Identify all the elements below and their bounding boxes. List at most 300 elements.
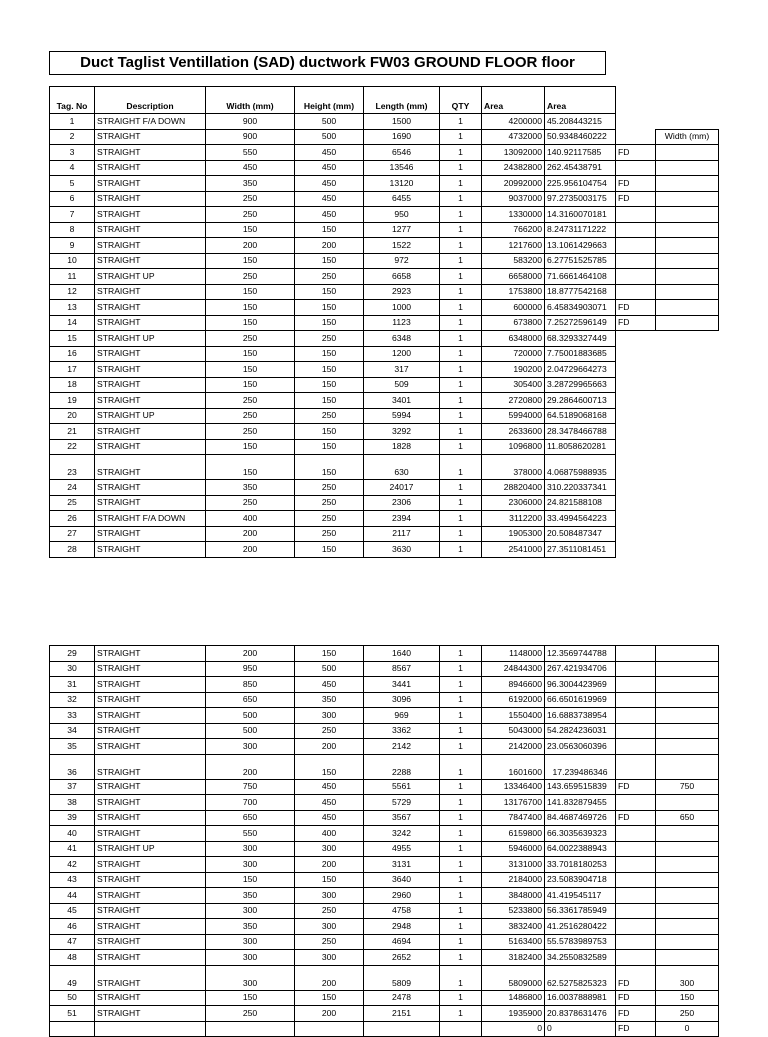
- length-mm: 1640: [364, 646, 440, 662]
- fd-flag: [616, 129, 656, 145]
- area-m2: 12.3569744788: [545, 646, 616, 662]
- qty: 1: [440, 661, 482, 677]
- width-mm: 150: [206, 990, 295, 1006]
- table-row: [50, 692, 719, 708]
- width-mm: 150: [206, 222, 295, 238]
- side-width: [656, 903, 719, 919]
- width-mm: 300: [206, 739, 295, 755]
- side-width: [656, 424, 719, 440]
- tag-number: 23: [50, 455, 95, 480]
- area-m2: 68.3293327449: [545, 331, 616, 347]
- table-row: [50, 511, 719, 527]
- side-width: [656, 677, 719, 693]
- fd-flag: FD: [616, 1021, 656, 1037]
- description: STRAIGHT: [95, 362, 206, 378]
- length-mm: 3292: [364, 424, 440, 440]
- tag-number: 7: [50, 207, 95, 223]
- description: STRAIGHT UP: [95, 841, 206, 857]
- description: STRAIGHT UP: [95, 331, 206, 347]
- table-row: [50, 346, 719, 362]
- side-width: [656, 222, 719, 238]
- area-m2: 16.0037888981: [545, 990, 616, 1006]
- tag-number: 3: [50, 145, 95, 161]
- fd-flag: FD: [616, 779, 656, 795]
- side-width: 0: [656, 1021, 719, 1037]
- side-width: [656, 408, 719, 424]
- width-mm: 300: [206, 857, 295, 873]
- area-m2: 6.45834903071: [545, 300, 616, 316]
- area-mm2: 1935900: [482, 1006, 545, 1022]
- fd-flag: [616, 708, 656, 724]
- qty: 1: [440, 919, 482, 935]
- length-mm: 6348: [364, 331, 440, 347]
- qty: 1: [440, 408, 482, 424]
- description: STRAIGHT: [95, 160, 206, 176]
- tag-number: 46: [50, 919, 95, 935]
- fd-flag: FD: [616, 810, 656, 826]
- length-mm: 2948: [364, 919, 440, 935]
- fd-flag: [616, 795, 656, 811]
- width-mm: [206, 1021, 295, 1037]
- table-row: [50, 903, 719, 919]
- area-mm2: 1905300: [482, 526, 545, 542]
- area-mm2: 24382800: [482, 160, 545, 176]
- width-mm: 200: [206, 754, 295, 779]
- area-m2: 34.2550832589: [545, 950, 616, 966]
- height-mm: 300: [295, 888, 364, 904]
- table-row: [50, 377, 719, 393]
- table-row: [50, 810, 719, 826]
- table-row: [50, 872, 719, 888]
- tag-number: 38: [50, 795, 95, 811]
- area-mm2: 4200000: [482, 114, 545, 130]
- fd-flag: FD: [616, 191, 656, 207]
- description: STRAIGHT: [95, 723, 206, 739]
- description: STRAIGHT: [95, 315, 206, 331]
- description: STRAIGHT: [95, 810, 206, 826]
- width-mm: 250: [206, 269, 295, 285]
- width-mm: 150: [206, 362, 295, 378]
- fd-flag: [616, 872, 656, 888]
- length-mm: 4758: [364, 903, 440, 919]
- height-mm: 300: [295, 708, 364, 724]
- tag-number: 11: [50, 269, 95, 285]
- description: STRAIGHT: [95, 795, 206, 811]
- side-width: [656, 346, 719, 362]
- tag-number: 19: [50, 393, 95, 409]
- height-mm: 150: [295, 455, 364, 480]
- fd-flag: [616, 903, 656, 919]
- tag-number: 33: [50, 708, 95, 724]
- area-m2: 141.832879455: [545, 795, 616, 811]
- area-mm2: 583200: [482, 253, 545, 269]
- length-mm: 3630: [364, 542, 440, 558]
- description: STRAIGHT: [95, 779, 206, 795]
- area-mm2: 720000: [482, 346, 545, 362]
- taglist-table-lower: [49, 645, 719, 1037]
- height-mm: 350: [295, 692, 364, 708]
- height-mm: 200: [295, 238, 364, 254]
- side-width: [656, 950, 719, 966]
- height-mm: 150: [295, 315, 364, 331]
- table-row: [50, 661, 719, 677]
- area-mm2: 24844300: [482, 661, 545, 677]
- description: STRAIGHT: [95, 903, 206, 919]
- area-mm2: 5233800: [482, 903, 545, 919]
- height-mm: 250: [295, 903, 364, 919]
- height-mm: 150: [295, 362, 364, 378]
- description: STRAIGHT: [95, 692, 206, 708]
- side-width: 150: [656, 990, 719, 1006]
- width-mm: 400: [206, 511, 295, 527]
- tag-number: 44: [50, 888, 95, 904]
- side-width: [656, 439, 719, 455]
- length-mm: 2478: [364, 990, 440, 1006]
- qty: 1: [440, 857, 482, 873]
- fd-flag: FD: [616, 145, 656, 161]
- table-row: [50, 207, 719, 223]
- area-m2: 7.25272596149: [545, 315, 616, 331]
- tag-number: 8: [50, 222, 95, 238]
- side-width: [656, 176, 719, 192]
- length-mm: 1200: [364, 346, 440, 362]
- fd-flag: [616, 950, 656, 966]
- side-width: 650: [656, 810, 719, 826]
- length-mm: 8567: [364, 661, 440, 677]
- description: STRAIGHT: [95, 919, 206, 935]
- length-mm: [364, 1021, 440, 1037]
- width-mm: 750: [206, 779, 295, 795]
- qty: 1: [440, 795, 482, 811]
- height-mm: 200: [295, 1006, 364, 1022]
- height-mm: 150: [295, 542, 364, 558]
- table-row: [50, 424, 719, 440]
- tag-number: 45: [50, 903, 95, 919]
- table-row: [50, 754, 719, 779]
- height-mm: [295, 1021, 364, 1037]
- description: STRAIGHT: [95, 526, 206, 542]
- height-mm: 200: [295, 857, 364, 873]
- side-width: [656, 114, 719, 130]
- area-mm2: 1550400: [482, 708, 545, 724]
- height-mm: 250: [295, 408, 364, 424]
- area-m2: 23.5083904718: [545, 872, 616, 888]
- tag-number: 15: [50, 331, 95, 347]
- area-mm2: 1486800: [482, 990, 545, 1006]
- height-mm: 450: [295, 207, 364, 223]
- length-mm: 4694: [364, 934, 440, 950]
- description: STRAIGHT: [95, 495, 206, 511]
- area-m2: 8.24731171222: [545, 222, 616, 238]
- qty: 1: [440, 965, 482, 990]
- height-mm: 500: [295, 114, 364, 130]
- area-mm2: 1096800: [482, 439, 545, 455]
- length-mm: 630: [364, 455, 440, 480]
- area-m2: 11.8058620281: [545, 439, 616, 455]
- length-mm: 1123: [364, 315, 440, 331]
- qty: 1: [440, 439, 482, 455]
- tag-number: 41: [50, 841, 95, 857]
- area-m2: 41.2516280422: [545, 919, 616, 935]
- area-m2: 20.8378631476: [545, 1006, 616, 1022]
- table-row: [50, 114, 719, 130]
- width-mm: 250: [206, 393, 295, 409]
- length-mm: 5561: [364, 779, 440, 795]
- fd-flag: FD: [616, 1006, 656, 1022]
- height-mm: 250: [295, 511, 364, 527]
- length-mm: 317: [364, 362, 440, 378]
- description: STRAIGHT: [95, 872, 206, 888]
- side-width: [656, 888, 719, 904]
- table-row: [50, 739, 719, 755]
- height-mm: 450: [295, 810, 364, 826]
- qty: 1: [440, 284, 482, 300]
- width-mm: 350: [206, 480, 295, 496]
- fd-flag: [616, 238, 656, 254]
- tag-number: 35: [50, 739, 95, 755]
- length-mm: 509: [364, 377, 440, 393]
- side-width-header: Width (mm): [656, 129, 719, 145]
- width-mm: 150: [206, 455, 295, 480]
- qty: 1: [440, 145, 482, 161]
- side-width: [656, 145, 719, 161]
- side-width: [656, 692, 719, 708]
- length-mm: 1828: [364, 439, 440, 455]
- length-mm: 3441: [364, 677, 440, 693]
- header-description: Description: [95, 87, 206, 114]
- height-mm: 250: [295, 269, 364, 285]
- height-mm: 150: [295, 222, 364, 238]
- tag-number: 24: [50, 480, 95, 496]
- table-row: [50, 439, 719, 455]
- tag-number: 40: [50, 826, 95, 842]
- width-mm: 150: [206, 872, 295, 888]
- area-mm2: 3112200: [482, 511, 545, 527]
- qty: 1: [440, 176, 482, 192]
- area-mm2: 2306000: [482, 495, 545, 511]
- tag-number: 37: [50, 779, 95, 795]
- area-m2: 97.2735003175: [545, 191, 616, 207]
- area-m2: 13.1061429663: [545, 238, 616, 254]
- area-m2: 96.3004423969: [545, 677, 616, 693]
- area-mm2: 6658000: [482, 269, 545, 285]
- taglist-table-upper: [49, 86, 719, 558]
- qty: 1: [440, 810, 482, 826]
- side-width: [656, 934, 719, 950]
- width-mm: 550: [206, 826, 295, 842]
- area-m2: 0: [545, 1021, 616, 1037]
- table-row: [50, 526, 719, 542]
- table-row: [50, 253, 719, 269]
- length-mm: 2151: [364, 1006, 440, 1022]
- side-width: [656, 269, 719, 285]
- description: STRAIGHT: [95, 542, 206, 558]
- height-mm: 150: [295, 424, 364, 440]
- table-row: [50, 708, 719, 724]
- tag-number: [50, 1021, 95, 1037]
- width-mm: 500: [206, 708, 295, 724]
- area-mm2: 6159800: [482, 826, 545, 842]
- side-width: [656, 377, 719, 393]
- description: STRAIGHT F/A DOWN: [95, 511, 206, 527]
- qty: 1: [440, 692, 482, 708]
- table-row: [50, 795, 719, 811]
- tag-number: 30: [50, 661, 95, 677]
- fd-flag: [616, 542, 656, 558]
- height-mm: 150: [295, 754, 364, 779]
- side-width: [656, 661, 719, 677]
- qty: 1: [440, 495, 482, 511]
- qty: 1: [440, 990, 482, 1006]
- table-row: [50, 857, 719, 873]
- header-tag: Tag. No: [50, 87, 95, 114]
- tag-number: 1: [50, 114, 95, 130]
- qty: 1: [440, 393, 482, 409]
- height-mm: 450: [295, 145, 364, 161]
- area-m2: 18.8777542168: [545, 284, 616, 300]
- width-mm: 700: [206, 795, 295, 811]
- length-mm: 1000: [364, 300, 440, 316]
- fd-flag: [616, 346, 656, 362]
- area-m2: 17.239486346: [545, 754, 616, 779]
- fd-flag: [616, 495, 656, 511]
- length-mm: 969: [364, 708, 440, 724]
- width-mm: 150: [206, 253, 295, 269]
- table-row: [50, 129, 719, 145]
- width-mm: 350: [206, 888, 295, 904]
- side-width: [656, 872, 719, 888]
- width-mm: 250: [206, 1006, 295, 1022]
- area-m2: 29.2864600713: [545, 393, 616, 409]
- fd-flag: [616, 841, 656, 857]
- header-area: Area: [482, 87, 545, 114]
- area-mm2: 13092000: [482, 145, 545, 161]
- length-mm: 13546: [364, 160, 440, 176]
- fd-flag: [616, 692, 656, 708]
- description: STRAIGHT: [95, 646, 206, 662]
- description: STRAIGHT: [95, 965, 206, 990]
- table-row: [50, 408, 719, 424]
- area-m2: 62.5275825323: [545, 965, 616, 990]
- area-mm2: 5163400: [482, 934, 545, 950]
- area-mm2: 5809000: [482, 965, 545, 990]
- length-mm: 2394: [364, 511, 440, 527]
- area-mm2: 378000: [482, 455, 545, 480]
- tag-number: 26: [50, 511, 95, 527]
- tag-number: 10: [50, 253, 95, 269]
- table-row: [50, 480, 719, 496]
- table-row: [50, 826, 719, 842]
- qty: 1: [440, 646, 482, 662]
- area-mm2: 5994000: [482, 408, 545, 424]
- fd-flag: [616, 439, 656, 455]
- description: STRAIGHT: [95, 480, 206, 496]
- area-m2: 84.4687469726: [545, 810, 616, 826]
- table-row: [50, 393, 719, 409]
- length-mm: 2923: [364, 284, 440, 300]
- header-area-sqm: Area: [545, 87, 616, 114]
- description: STRAIGHT: [95, 934, 206, 950]
- area-mm2: 2633600: [482, 424, 545, 440]
- qty: 1: [440, 779, 482, 795]
- fd-flag: FD: [616, 176, 656, 192]
- qty: 1: [440, 222, 482, 238]
- side-width: [656, 708, 719, 724]
- qty: 1: [440, 677, 482, 693]
- area-m2: 6.27751525785: [545, 253, 616, 269]
- width-mm: 300: [206, 965, 295, 990]
- area-mm2: 8946600: [482, 677, 545, 693]
- length-mm: 4955: [364, 841, 440, 857]
- fd-flag: [616, 511, 656, 527]
- page-title: Duct Taglist Ventillation (SAD) ductwork FW03 GROUND FLOOR floor: [49, 51, 606, 75]
- tag-number: 6: [50, 191, 95, 207]
- width-mm: 900: [206, 114, 295, 130]
- side-width: [656, 795, 719, 811]
- header-length: Length (mm): [364, 87, 440, 114]
- qty: 1: [440, 934, 482, 950]
- fd-flag: [616, 424, 656, 440]
- width-mm: 350: [206, 176, 295, 192]
- header-height: Height (mm): [295, 87, 364, 114]
- table-row: [50, 269, 719, 285]
- area-mm2: 3832400: [482, 919, 545, 935]
- qty: 1: [440, 1006, 482, 1022]
- fd-flag: [616, 207, 656, 223]
- side-width: [656, 362, 719, 378]
- height-mm: 450: [295, 176, 364, 192]
- description: STRAIGHT UP: [95, 269, 206, 285]
- width-mm: 450: [206, 160, 295, 176]
- height-mm: 300: [295, 919, 364, 935]
- length-mm: 2288: [364, 754, 440, 779]
- width-mm: 150: [206, 439, 295, 455]
- description: STRAIGHT: [95, 677, 206, 693]
- qty: 1: [440, 377, 482, 393]
- area-m2: 33.4994564223: [545, 511, 616, 527]
- width-mm: 550: [206, 145, 295, 161]
- width-mm: 300: [206, 934, 295, 950]
- area-m2: 28.3478466788: [545, 424, 616, 440]
- fd-flag: [616, 826, 656, 842]
- side-blank: [656, 87, 719, 114]
- area-m2: 50.9348460222: [545, 129, 616, 145]
- qty: 1: [440, 300, 482, 316]
- description: STRAIGHT: [95, 888, 206, 904]
- fd-flag: FD: [616, 300, 656, 316]
- width-mm: 300: [206, 841, 295, 857]
- width-mm: 250: [206, 495, 295, 511]
- qty: 1: [440, 511, 482, 527]
- height-mm: 250: [295, 526, 364, 542]
- table-row: [50, 950, 719, 966]
- description: STRAIGHT: [95, 238, 206, 254]
- description: STRAIGHT: [95, 455, 206, 480]
- description: STRAIGHT UP: [95, 408, 206, 424]
- area-m2: 262.45438791: [545, 160, 616, 176]
- length-mm: 972: [364, 253, 440, 269]
- width-mm: 150: [206, 346, 295, 362]
- tag-number: 25: [50, 495, 95, 511]
- area-mm2: 5043000: [482, 723, 545, 739]
- width-mm: 250: [206, 191, 295, 207]
- area-mm2: 1753800: [482, 284, 545, 300]
- area-m2: 27.3511081451: [545, 542, 616, 558]
- header-width: Width (mm): [206, 87, 295, 114]
- side-width: [656, 253, 719, 269]
- area-m2: 7.75001883685: [545, 346, 616, 362]
- height-mm: 450: [295, 160, 364, 176]
